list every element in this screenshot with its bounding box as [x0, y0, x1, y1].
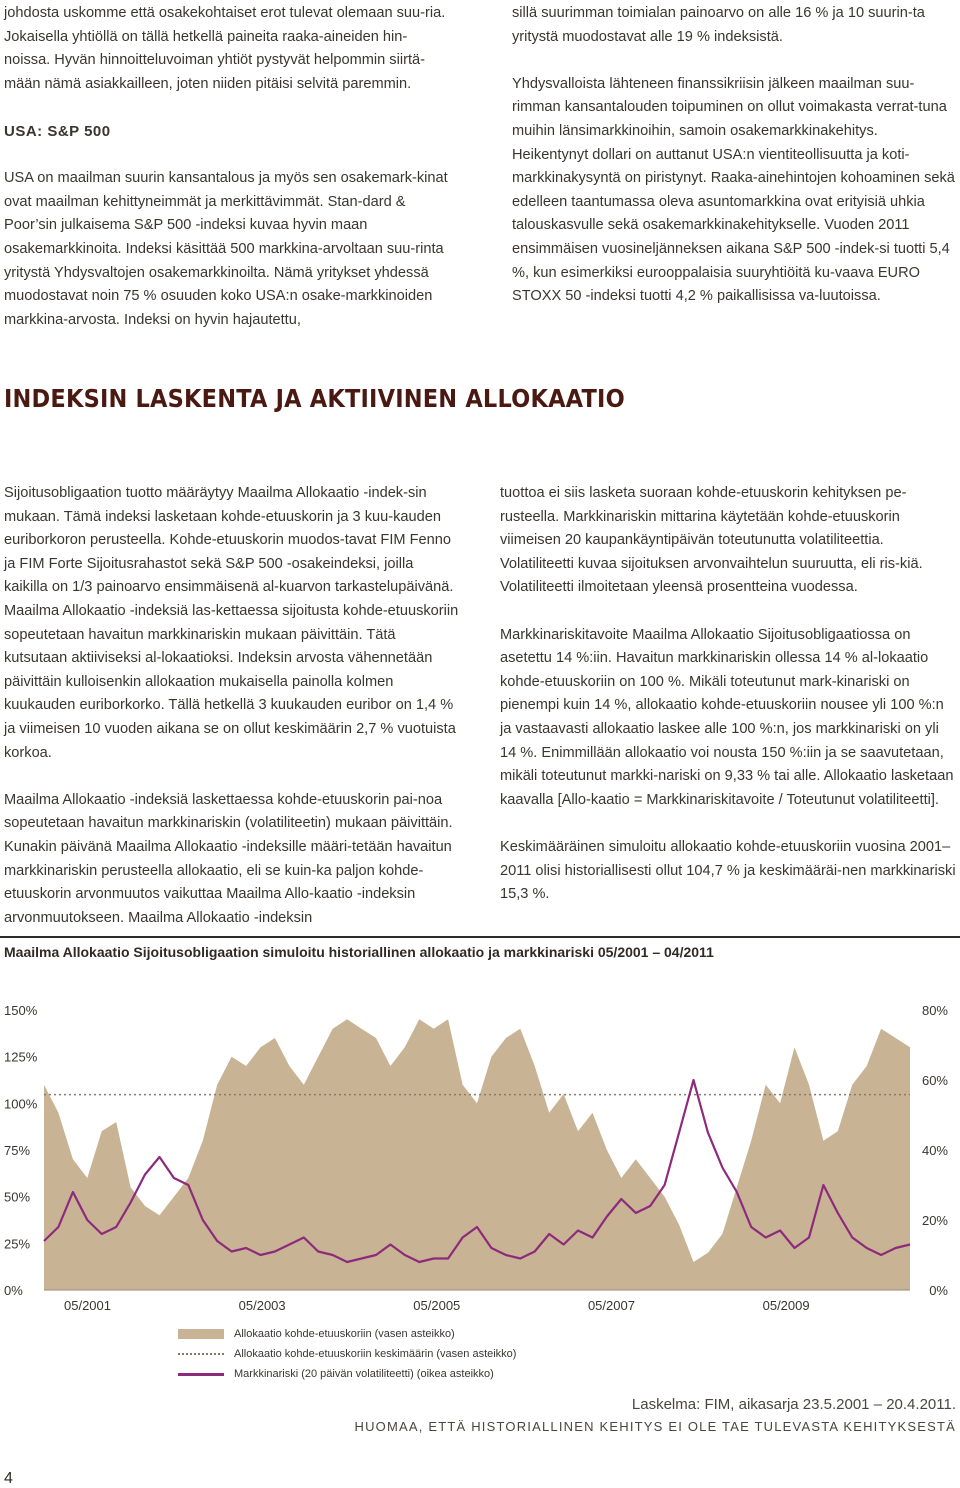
disclaimer-line: HUOMAA, ETTÄ HISTORIALLINEN KEHITYS EI OLE TAE TULEVASTA KEHITYKSESTÄ [354, 1419, 956, 1434]
left-axis-tick-label: 150% [4, 1003, 38, 1018]
legend-item-risk [178, 1364, 516, 1384]
left-axis-tick-label: 100% [4, 1096, 38, 1112]
allocation-area [44, 1019, 910, 1290]
right-axis-tick-label: 60% [921, 1073, 948, 1088]
top-left-column [4, 2, 450, 332]
right-axis-tick-label: 80% [921, 1003, 948, 1018]
paragraph-concentration: sillä suurimman toimialan painoarvo on alle 16 % ja 10 suurin-ta yritystä muodostavat alle 19 % indeksistä. [512, 5, 925, 45]
right-axis-tick-label: 20% [921, 1213, 948, 1228]
x-axis-tick-label: 05/2007 [587, 1298, 635, 1313]
bottom-left-column [4, 482, 460, 930]
legend-label-risk: Markkinariski (20 päivän volatiliteetti) (oikea asteikko) [234, 1368, 494, 1380]
source-note [355, 1394, 957, 1438]
chart-legend [178, 1324, 516, 1384]
left-axis-tick-label: 75% [4, 1143, 31, 1158]
subheading-usa: USA: S&P 500 [4, 122, 111, 140]
paragraph-average-allocation: Keskimääräinen simuloitu allokaatio kohde-etuuskoriin vuosina 2001–2011 olisi historiallisesti ollut 104,7 % ja keskimääräi-nen markkinariski 15,3 %. [500, 838, 956, 903]
paragraph-allocation-method: Maailma Allokaatio -indeksiä laskettaessa kohde-etuuskorin pai-noa sopeutetaan havaitun markkinariskin (volatiliteetin) mukaan päivittäin. Kunakin päivänä Maailma Allokaatio -indeksille määri-tetään havaitun markkinariskin perusteella allokaatio, eli se kuin-ka paljon kohde-etuuskorin arvonmuutos vaikuttaa Maailma Allo-kaatio -indeksin arvonmuutokseen. Maailma Allokaatio -indeksin [4, 791, 453, 926]
chart-title: Maailma Allokaatio Sijoitusobligaation simuloitu historiallinen allokaatio ja markkinariski 05/2001 – 04/2011 [4, 944, 714, 960]
chart-top-rule [0, 936, 960, 938]
left-axis-tick-label: 50% [4, 1189, 31, 1205]
legend-swatch-risk [178, 1373, 224, 1376]
x-axis-tick-label: 05/2009 [762, 1298, 810, 1313]
left-axis-tick-label: 125% [4, 1049, 38, 1065]
paragraph-intro: johdosta uskomme että osakekohtaiset erot tulevat olemaan suu-ria. Jokaisella yhtiöllä on tällä hetkellä paineita raaka-aineiden hin-noissa. Hyvän hinnoitteluvoiman yhtiöt pystyvät helpommin siirtä-mään nämä asiakkailleen, joten niiden pitäisi selvitä paremmin. [4, 5, 446, 92]
legend-label-average: Allokaatio kohde-etuuskoriin keskimäärin (vasen asteikko) [234, 1348, 517, 1360]
left-axis-tick-label: 0% [4, 1283, 23, 1298]
paragraph-usa-recovery: Yhdysvalloista lähteneen finanssikriisin jälkeen maailman suu-rimman kansantalouden toipuminen on ollut voimakasta verrat-tuna muihin länsimarkkinoihin, samoin osakemarkkinakehitys. Heikentynyt dollari on auttanut USA:n vientiteollisuutta ja koti-markkinakysyntä on piristynyt. Raaka-ainehintojen kohoaminen sekä edelleen taantumassa oleva asuntomarkkina ovat erityisiä uhkia talouskasvulle sekä osakemarkkinakehitykselle. Vuoden 2011 ensimmäisen vuosineljänneksen aikana S&P 500 -indek-si tuotti 5,4 %, kun esimerkiksi eurooppalaisia suuryhtiöitä ku-vaava EURO STOXX 50 -indeksi tuotti 4,2 % paikallisissa va-luutoissa. [512, 75, 955, 305]
legend-swatch-average [178, 1353, 224, 1355]
allocation-chart [0, 990, 960, 1320]
section-heading: INDEKSIN LASKENTA JA AKTIIVINEN ALLOKAATIO [4, 384, 625, 413]
right-axis-tick-label: 0% [929, 1283, 948, 1298]
left-axis-tick-label: 25% [4, 1236, 31, 1252]
page-number: 4 [4, 1470, 13, 1487]
bottom-right-column [500, 482, 956, 907]
paragraph-sp500: USA on maailman suurin kansantalous ja myös sen osakemark-kinat ovat maailman kehittyneimmät ja merkittävimmät. Stan-dard & Poor’sin julkaisema S&P 500 -indeksi kuvaa hyvin maan osakemarkkinoita. Indeksi käsittää 500 markkina-arvoltaan suu-rinta yritystä Yhdysvaltojen osakemarkkinoilta. Nämä yritykset yhdessä muodostavat noin 75 % osuuden koko USA:n osake-markkinoiden markkina-arvosta. Indeksi on hyvin hajautettu, [4, 170, 448, 328]
right-axis-tick-label: 40% [921, 1143, 948, 1158]
top-right-column [512, 2, 956, 309]
legend-label-allocation: Allokaatio kohde-etuuskoriin (vasen asteikko) [234, 1328, 455, 1340]
legend-item-allocation [178, 1324, 516, 1344]
x-axis-tick-label: 05/2001 [64, 1298, 111, 1313]
source-line: Laskelma: FIM, aikasarja 23.5.2001 – 20.4.2011. [631, 1396, 956, 1413]
paragraph-index-return: Sijoitusobligaation tuotto määräytyy Maailma Allokaatio -indek-sin mukaan. Tämä indeksi lasketaan kohde-etuuskorin ja 3 kuu-kauden euriborkoron perusteella. Kohde-etuuskorin muodos-tavat FIM Fenno ja FIM Forte Sijoitusrahastot sekä S&P 500 -osakeindeksi, joilla kaikilla on 1/3 painoarvo ensimmäisenä al-kuarvon tarkastelupäivänä. Maailma Allokaatio -indeksiä las-kettaessa sijoitusta kohde-etuuskoriin sopeutetaan havaitun markkinariskin mukaan päivittäin. Tätä kutsutaan aktiiviseksi al-lokaatioksi. Indeksin arvosta vähennetään päivittäin kulloisenkin allokaation mukaisella painolla kolmen kuukauden euriborkorko. Tällä hetkellä 3 kuukauden euribor on 1,4 % ja viimeisen 10 vuoden aikana se on ollut keskimäärin 2,7 % vuotuista korkoa. [4, 485, 459, 761]
legend-swatch-allocation [178, 1329, 224, 1339]
legend-item-average [178, 1344, 516, 1364]
x-axis-tick-label: 05/2003 [238, 1298, 286, 1313]
paragraph-volatility: tuottoa ei siis lasketa suoraan kohde-etuuskorin kehityksen pe-rusteella. Markkinariskin mittarina käytetään kohde-etuuskorin viimeisen 20 kaupankäyntipäivän toteutunutta volatiliteettia. Volatiliteetti kuvaa sijoituksen arvonvaihtelun suuruutta, eli ris-kiä. Volatiliteetti ilmoitetaan yleensä prosentteina vuodessa. [500, 485, 923, 596]
x-axis-tick-label: 05/2005 [413, 1298, 461, 1313]
paragraph-risk-target: Markkinariskitavoite Maailma Allokaatio Sijoitusobligaatiossa on asetettu 14 %:iin. Havaitun markkinariskin ollessa 14 % al-lokaatio kohde-etuuskoriin on 100 %. Mikäli toteutunut mark-kinariski on pienempi kuin 14 %, allokaatio kohde-etuuskoriin nousee yli 100 %:n ja vastaavasti allokaatio laskee alle 100 %:n, jos markkinariski on yli 14 %. Enimmillään allokaatio voi nousta 150 %:iin ja se saavutetaan, mikäli toteutunut markki-nariski on 9,33 % tai alle. Allokaatio lasketaan kaavalla [Allo-kaatio = Markkinariskitavoite / Toteutunut volatiliteetti]. [500, 626, 954, 808]
